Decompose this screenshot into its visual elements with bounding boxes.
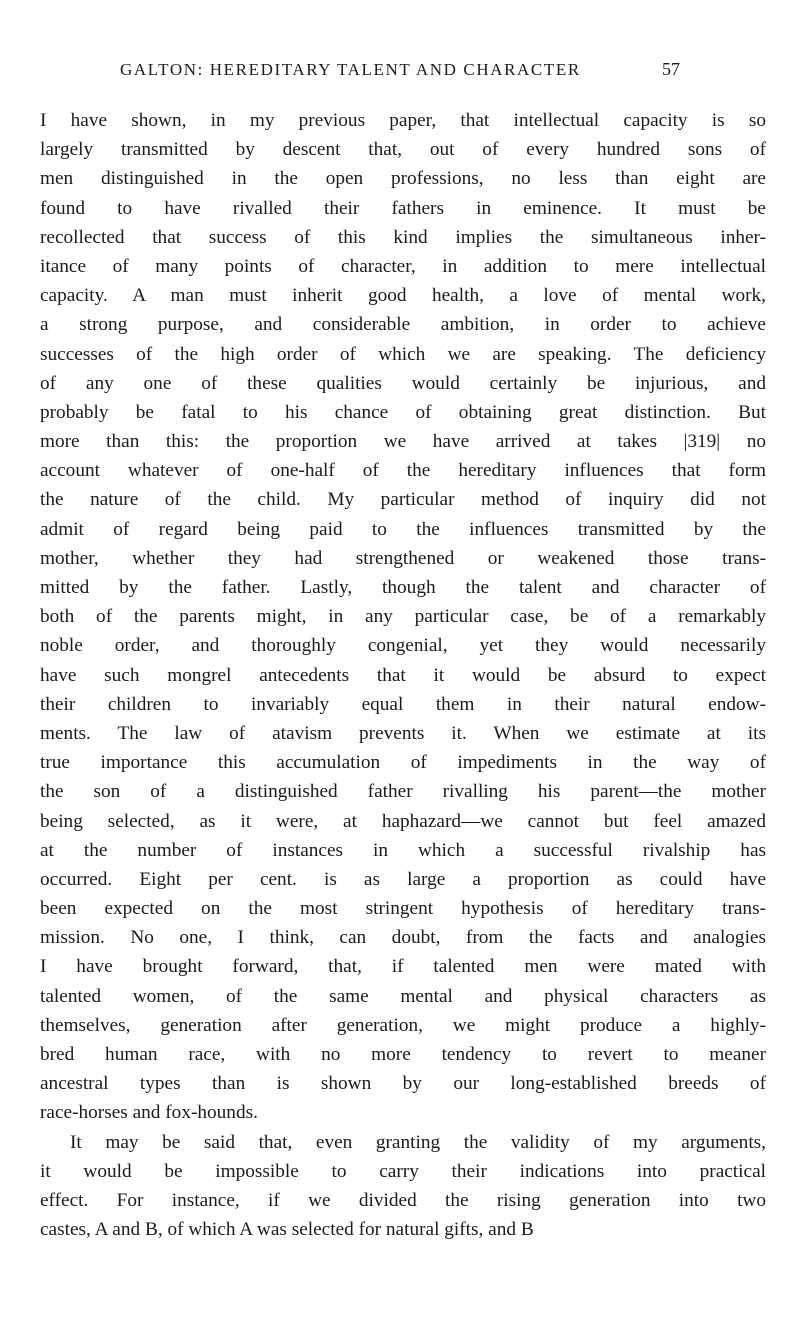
text-line: noble order, and thoroughly congenial, yet they would necessarily bbox=[40, 635, 766, 657]
text-line: race-horses and fox-hounds. bbox=[40, 1102, 258, 1124]
page-number: 57 bbox=[662, 59, 680, 79]
text-line: true importance this accumulation of impediments in the way of bbox=[40, 752, 766, 774]
text-line: talented women, of the same mental and physical characters as bbox=[40, 985, 766, 1007]
text-line: successes of the high order of which we are speaking. The deficiency bbox=[40, 343, 766, 365]
text-line: at the number of instances in which a successful rivalship has bbox=[40, 839, 766, 861]
text-line: recollected that success of this kind implies the simultaneous inher- bbox=[40, 226, 766, 248]
text-line: mother, whether they had strengthened or weakened those trans- bbox=[40, 547, 766, 569]
text-line: I have brought forward, that, if talented men were mated with bbox=[40, 956, 766, 978]
text-line: men distinguished in the open professions, no less than eight are bbox=[40, 168, 766, 190]
text-line: been expected on the most stringent hypothesis of hereditary trans- bbox=[40, 898, 766, 920]
text-line: being selected, as it were, at haphazard—we cannot but feel amazed bbox=[40, 810, 766, 832]
text-line: have such mongrel antecedents that it would be absurd to expect bbox=[40, 664, 766, 686]
text-line: the son of a distinguished father rivalling his parent—the mother bbox=[40, 781, 766, 803]
text-line: effect. For instance, if we divided the rising generation into two bbox=[40, 1189, 766, 1211]
text-line: mitted by the father. Lastly, though the talent and character of bbox=[40, 577, 766, 598]
text-line: It may be said that, even granting the validity of my arguments, bbox=[70, 1131, 766, 1153]
running-head bbox=[120, 60, 680, 86]
body-text bbox=[40, 106, 766, 1244]
text-line: bred human race, with no more tendency to revert to meaner bbox=[40, 1044, 766, 1065]
text-line: probably be fatal to his chance of obtaining great distinction. But bbox=[40, 401, 766, 423]
text-line: a strong purpose, and considerable ambition, in order to achieve bbox=[40, 314, 766, 336]
text-line: account whatever of one-half of the hereditary influences that form bbox=[40, 460, 766, 482]
running-head-title: GALTON: HEREDITARY TALENT AND CHARACTER bbox=[120, 60, 581, 79]
text-line: of any one of these qualities would certainly be injurious, and bbox=[40, 372, 766, 394]
text-line: largely transmitted by descent that, out of every hundred sons of bbox=[40, 139, 766, 161]
text-line: more than this: the proportion we have arrived at takes |319| no bbox=[40, 431, 766, 453]
text-line: admit of regard being paid to the influences transmitted by the bbox=[40, 518, 766, 540]
text-line: their children to invariably equal them in their natural endow- bbox=[40, 693, 766, 715]
text-line: occurred. Eight per cent. is as large a proportion as could have bbox=[40, 868, 766, 890]
text-line: both of the parents might, in any particular case, be of a remarkably bbox=[40, 606, 766, 628]
text-line: ancestral types than is shown by our long-established breeds of bbox=[40, 1073, 766, 1095]
text-line: castes, A and B, of which A was selected for natural gifts, and B bbox=[40, 1219, 534, 1241]
text-line: itance of many points of character, in addition to mere intellectual bbox=[40, 255, 766, 277]
text-line: themselves, generation after generation, we might produce a highly- bbox=[40, 1014, 766, 1036]
text-line: found to have rivalled their fathers in eminence. It must be bbox=[40, 197, 766, 219]
text-line: mission. No one, I think, can doubt, from the facts and analogies bbox=[40, 927, 766, 949]
paragraph bbox=[40, 106, 766, 1128]
text-line: it would be impossible to carry their indications into practical bbox=[40, 1160, 766, 1182]
text-line: capacity. A man must inherit good health, a love of mental work, bbox=[40, 285, 766, 307]
text-line: ments. The law of atavism prevents it. When we estimate at its bbox=[40, 722, 766, 744]
text-line: the nature of the child. My particular method of inquiry did not bbox=[40, 489, 766, 511]
paragraph bbox=[40, 1128, 766, 1245]
text-line: I have shown, in my previous paper, that intellectual capacity is so bbox=[40, 110, 766, 131]
